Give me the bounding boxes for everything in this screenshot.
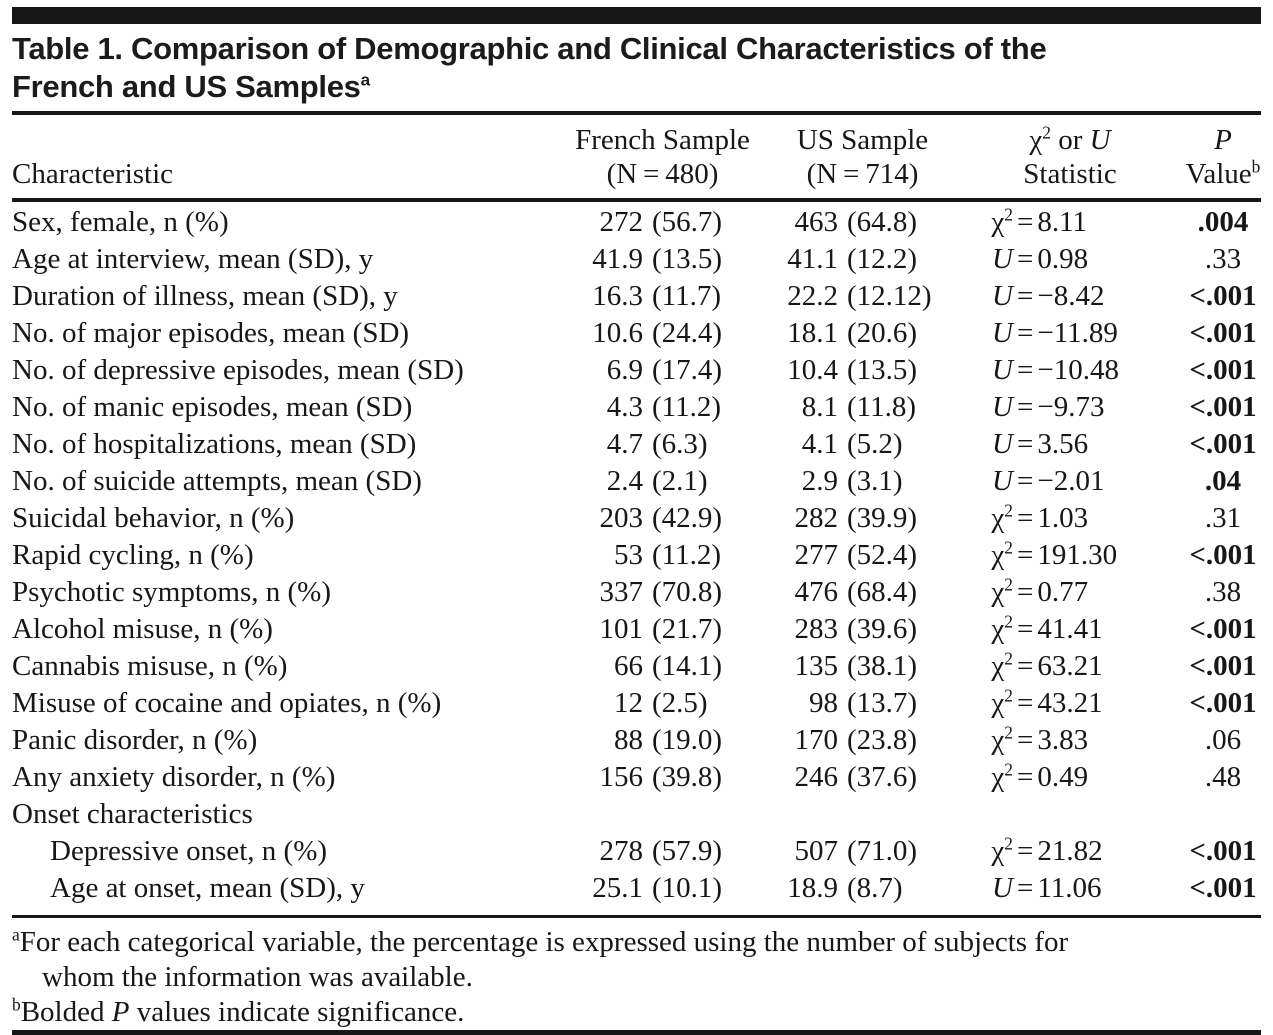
equals-sign: = (1017, 872, 1034, 904)
statistic-value: 191.30 (1037, 539, 1118, 571)
p-value-header-line2: Value$^b$ (1185, 156, 1261, 190)
us-value-cell-number: 4.1 (801, 428, 838, 460)
table-row (12, 722, 1261, 759)
chi-square-exponent: 2 (1004, 759, 1013, 780)
statistic-value: 0.49 (1037, 761, 1089, 793)
french-value-cell (555, 204, 770, 241)
column-header-characteristic: Characteristic (12, 158, 174, 190)
statistic-cell (955, 315, 1185, 352)
table-row (12, 241, 1261, 278)
equals-sign: = (1017, 280, 1034, 312)
characteristic-cell: Onset characteristics (12, 798, 253, 830)
statistic-cell (955, 204, 1185, 241)
p-value-cell: .48 (1204, 761, 1242, 793)
table-row (12, 870, 1261, 907)
statistic-cell (955, 574, 1185, 611)
french-value-cell (555, 426, 770, 463)
characteristic-cell: Suicidal behavior, n (%) (12, 502, 295, 534)
statistic-value: 0.98 (1037, 243, 1089, 275)
us-value-cell-number: 476 (794, 576, 838, 608)
characteristic-cell: Cannabis misuse, n (%) (12, 650, 288, 682)
us-value-cell (770, 426, 955, 463)
us-value-cell-parenthetical: (23.8) (847, 724, 918, 756)
us-value-cell (770, 500, 955, 537)
french-value-cell-number: 88 (614, 724, 643, 756)
us-value-cell (770, 611, 955, 648)
table-row (12, 537, 1261, 574)
statistic-cell (955, 611, 1185, 648)
p-value-cell: <.001 (1189, 354, 1257, 386)
french-value-cell-number: 272 (599, 206, 643, 238)
p-value-cell: <.001 (1189, 391, 1257, 423)
us-value-cell (770, 759, 955, 796)
us-value-cell-parenthetical: (12.12) (847, 280, 932, 312)
chi-square-exponent: 2 (1004, 204, 1013, 225)
french-value-cell-parenthetical: (42.9) (652, 502, 723, 534)
us-value-cell (770, 204, 955, 241)
p-value-cell: .004 (1197, 206, 1249, 238)
table-header-row (12, 115, 1261, 198)
french-value-cell (555, 833, 770, 870)
french-value-cell-number: 156 (599, 761, 643, 793)
u-symbol (983, 352, 1013, 389)
table-row (12, 648, 1261, 685)
french-value-cell-number: 278 (599, 835, 643, 867)
french-value-cell-number: 12 (614, 687, 643, 719)
us-value-cell-parenthetical: (68.4) (847, 576, 918, 608)
statistic-value: 3.83 (1037, 724, 1089, 756)
french-value-cell-parenthetical: (14.1) (652, 650, 723, 682)
us-value-cell-number: 2.9 (801, 465, 838, 497)
statistic-cell (955, 389, 1185, 426)
statistic-cell (955, 870, 1185, 907)
statistic-cell (955, 241, 1185, 278)
us-value-cell-parenthetical: (13.5) (847, 354, 918, 386)
characteristic-cell: No. of hospitalizations, mean (SD) (12, 428, 417, 460)
us-value-cell-number: 170 (794, 724, 838, 756)
us-value-cell (770, 648, 955, 685)
us-value-cell-parenthetical: (52.4) (847, 539, 918, 571)
statistic-value: 0.77 (1037, 576, 1089, 608)
us-value-cell-parenthetical: (8.7) (847, 872, 903, 904)
us-value-cell (770, 389, 955, 426)
table-row (12, 426, 1261, 463)
equals-sign: = (1017, 206, 1034, 238)
chi-square-symbol: $\chi^2$ (991, 685, 1013, 719)
characteristic-cell: Psychotic symptoms, n (%) (12, 576, 331, 608)
us-value-cell-number: 507 (794, 835, 838, 867)
french-value-cell-parenthetical: (11.2) (652, 391, 721, 423)
p-value-cell: <.001 (1189, 835, 1257, 867)
equals-sign: = (1017, 428, 1034, 460)
statistic-header-line1: $\chi^2$ or U (1029, 122, 1111, 156)
table-title (12, 30, 1261, 106)
french-value-cell-parenthetical: (11.7) (652, 280, 721, 312)
french-value-cell-parenthetical: (2.5) (652, 687, 708, 719)
french-sample-header-line1: French Sample (575, 124, 750, 156)
statistic-value: 3.56 (1037, 428, 1089, 460)
footnote-marker-b: b (12, 994, 21, 1015)
statistic-header-line2: Statistic (1023, 158, 1117, 190)
chi-square-exponent: 2 (1004, 574, 1013, 595)
p-value-cell: <.001 (1189, 687, 1257, 719)
statistic-value: 11.06 (1037, 872, 1102, 904)
french-value-cell-number: 53 (614, 539, 643, 571)
french-value-cell-parenthetical: (56.7) (652, 206, 723, 238)
statistic-value: 21.82 (1037, 835, 1103, 867)
column-header-statistic (955, 123, 1185, 191)
us-value-cell-number: 98 (809, 687, 838, 719)
characteristic-cell: No. of major episodes, mean (SD) (12, 317, 410, 349)
us-value-cell (770, 241, 955, 278)
p-value-cell: .06 (1204, 724, 1242, 756)
table-row (12, 833, 1261, 870)
us-value-cell (770, 574, 955, 611)
french-value-cell (555, 500, 770, 537)
us-value-cell-number: 246 (794, 761, 838, 793)
table-row (12, 315, 1261, 352)
statistic-cell (955, 463, 1185, 500)
u-symbol (983, 426, 1013, 463)
characteristic-cell: Age at onset, mean (SD), y (50, 872, 365, 904)
table-row (12, 389, 1261, 426)
p-value-cell: .31 (1204, 502, 1242, 534)
french-value-cell (555, 463, 770, 500)
statistic-value: 8.11 (1037, 206, 1088, 238)
french-value-cell-number: 66 (614, 650, 643, 682)
u-symbol-italic: U (992, 391, 1013, 423)
french-value-cell-parenthetical: (70.8) (652, 576, 723, 608)
u-symbol-italic: U (992, 354, 1013, 386)
us-value-cell (770, 463, 955, 500)
us-value-cell-parenthetical: (5.2) (847, 428, 903, 460)
us-value-cell (770, 278, 955, 315)
u-symbol-italic: U (992, 280, 1013, 312)
us-value-cell-number: 41.1 (787, 243, 838, 275)
french-value-cell (555, 722, 770, 759)
characteristic-cell: Sex, female, n (%) (12, 206, 229, 238)
table-title-superscript: a (360, 70, 370, 90)
table-row (12, 204, 1261, 241)
characteristic-cell: No. of manic episodes, mean (SD) (12, 391, 413, 423)
equals-sign: = (1017, 502, 1034, 534)
statistic-value: 43.21 (1037, 687, 1103, 719)
us-sample-header-line2: (N = 714) (806, 158, 919, 190)
us-value-cell-number: 18.9 (787, 872, 838, 904)
us-value-cell-number: 282 (794, 502, 838, 534)
french-value-cell (555, 685, 770, 722)
chi-square-symbol: $\chi^2$ (991, 204, 1013, 238)
footnote-b: $^b$Bolded P values indicate significance. (12, 994, 465, 1028)
french-value-cell (555, 648, 770, 685)
equals-sign: = (1017, 243, 1034, 275)
french-value-cell (555, 278, 770, 315)
table-row (12, 685, 1261, 722)
french-value-cell-number: 203 (599, 502, 643, 534)
table-row (12, 278, 1261, 315)
french-value-cell (555, 611, 770, 648)
french-value-cell-parenthetical: (17.4) (652, 354, 723, 386)
us-value-cell-parenthetical: (20.6) (847, 317, 918, 349)
statistic-value: −11.89 (1037, 317, 1118, 349)
table-row (12, 574, 1261, 611)
us-value-cell-parenthetical: (3.1) (847, 465, 903, 497)
us-value-cell-number: 10.4 (787, 354, 838, 386)
chi-square-exponent: 2 (1004, 500, 1013, 521)
us-value-cell-parenthetical: (39.6) (847, 613, 918, 645)
us-value-cell-parenthetical: (13.7) (847, 687, 918, 719)
equals-sign: = (1017, 539, 1034, 571)
table-title-line2: French and US Samples (12, 69, 361, 104)
section-header-row (12, 796, 1261, 833)
u-symbol-italic: U (992, 465, 1013, 497)
french-value-cell-parenthetical: (57.9) (652, 835, 723, 867)
p-value-cell: <.001 (1189, 650, 1257, 682)
chi-square-exponent: 2 (1004, 611, 1013, 632)
chi-square-exponent: 2 (1004, 722, 1013, 743)
french-value-cell-parenthetical: (11.2) (652, 539, 721, 571)
column-header-french-sample (555, 123, 770, 191)
us-value-cell-parenthetical: (71.0) (847, 835, 918, 867)
chi-square-symbol: $\chi^2$ (991, 648, 1013, 682)
us-value-cell (770, 722, 955, 759)
p-value-cell: <.001 (1189, 539, 1257, 571)
characteristic-cell: Any anxiety disorder, n (%) (12, 761, 336, 793)
chi-square-exponent: 2 (1004, 685, 1013, 706)
u-symbol-italic: U (992, 243, 1013, 275)
statistic-cell (955, 833, 1185, 870)
us-value-cell (770, 315, 955, 352)
p-value-cell: .33 (1204, 243, 1242, 275)
chi-square-symbol: $\chi^2$ (991, 537, 1013, 571)
p-value-cell: <.001 (1189, 317, 1257, 349)
french-value-cell-number: 337 (599, 576, 643, 608)
us-value-cell-number: 463 (794, 206, 838, 238)
characteristic-cell: Panic disorder, n (%) (12, 724, 258, 756)
p-value-cell: .04 (1204, 465, 1242, 497)
characteristic-cell: Duration of illness, mean (SD), y (12, 280, 398, 312)
statistic-value: 41.41 (1037, 613, 1103, 645)
statistic-value: −2.01 (1037, 465, 1105, 497)
statistic-cell (955, 648, 1185, 685)
statistic-value: −8.42 (1037, 280, 1105, 312)
p-value-header-line1: P (1214, 124, 1232, 156)
u-symbol (983, 241, 1013, 278)
characteristic-cell: No. of suicide attempts, mean (SD) (12, 465, 422, 497)
french-value-cell (555, 574, 770, 611)
french-sample-header-line2: (N = 480) (606, 158, 719, 190)
characteristic-cell: Alcohol misuse, n (%) (12, 613, 273, 645)
footnotes (12, 918, 1261, 1030)
statistic-value: −10.48 (1037, 354, 1119, 386)
characteristic-cell: No. of depressive episodes, mean (SD) (12, 354, 464, 386)
french-value-cell-number: 4.3 (606, 391, 643, 423)
chi-square-exponent: 2 (1004, 537, 1013, 558)
table-row (12, 611, 1261, 648)
french-value-cell-parenthetical: (19.0) (652, 724, 723, 756)
characteristic-cell: Rapid cycling, n (%) (12, 539, 254, 571)
us-value-cell-number: 22.2 (787, 280, 838, 312)
table-row (12, 463, 1261, 500)
u-symbol-italic: U (992, 428, 1013, 460)
french-value-cell-number: 6.9 (606, 354, 643, 386)
french-value-cell-parenthetical: (6.3) (652, 428, 708, 460)
equals-sign: = (1017, 391, 1034, 423)
characteristic-cell: Depressive onset, n (%) (50, 835, 328, 867)
equals-sign: = (1017, 687, 1034, 719)
us-value-cell-parenthetical: (11.8) (847, 391, 916, 423)
chi-square-symbol: $\chi^2$ (991, 574, 1013, 608)
chi-square-symbol: $\chi^2$ (991, 611, 1013, 645)
french-value-cell (555, 537, 770, 574)
equals-sign: = (1017, 576, 1034, 608)
table-row (12, 500, 1261, 537)
statistic-cell (955, 500, 1185, 537)
table-top-border (12, 7, 1261, 24)
footnote-marker-a: a (12, 924, 20, 945)
us-value-cell-number: 277 (794, 539, 838, 571)
us-value-cell-number: 283 (794, 613, 838, 645)
french-value-cell (555, 315, 770, 352)
french-value-cell-parenthetical: (13.5) (652, 243, 723, 275)
statistic-cell (955, 685, 1185, 722)
footnote-a-continued: whom the information was available. (42, 961, 473, 993)
french-value-cell-number: 16.3 (592, 280, 643, 312)
french-value-cell (555, 389, 770, 426)
french-value-cell (555, 759, 770, 796)
equals-sign: = (1017, 613, 1034, 645)
u-symbol (983, 389, 1013, 426)
characteristic-cell: Misuse of cocaine and opiates, n (%) (12, 687, 442, 719)
equals-sign: = (1017, 761, 1034, 793)
statistic-cell (955, 722, 1185, 759)
chi-square-symbol: $\chi^2$ (991, 833, 1013, 867)
us-value-cell-number: 18.1 (787, 317, 838, 349)
french-value-cell (555, 870, 770, 907)
equals-sign: = (1017, 724, 1034, 756)
french-value-cell-parenthetical: (10.1) (652, 872, 723, 904)
french-value-cell-number: 25.1 (592, 872, 643, 904)
p-value-cell: .38 (1204, 576, 1242, 608)
u-symbol (983, 870, 1013, 907)
statistic-cell (955, 278, 1185, 315)
us-value-cell-parenthetical: (38.1) (847, 650, 918, 682)
us-value-cell (770, 685, 955, 722)
statistic-value: 63.21 (1037, 650, 1103, 682)
table-body (12, 202, 1261, 915)
french-value-cell-number: 2.4 (606, 465, 643, 497)
table-row (12, 759, 1261, 796)
us-value-cell-parenthetical: (64.8) (847, 206, 918, 238)
french-value-cell-parenthetical: (39.8) (652, 761, 723, 793)
french-value-cell-number: 4.7 (606, 428, 643, 460)
chi-square-symbol: $\chi^2$ (991, 759, 1013, 793)
u-symbol (983, 278, 1013, 315)
u-symbol (983, 463, 1013, 500)
footnote-a: $^a$For each categorical variable, the percentage is expressed using the number of subjects for (12, 924, 1069, 958)
french-value-cell-number: 10.6 (592, 317, 643, 349)
us-value-cell-number: 135 (794, 650, 838, 682)
table-bottom-border (12, 1030, 1261, 1035)
french-value-cell-parenthetical: (24.4) (652, 317, 723, 349)
statistic-cell (955, 352, 1185, 389)
p-value-cell: <.001 (1189, 428, 1257, 460)
p-value-cell: <.001 (1189, 280, 1257, 312)
french-value-cell-number: 41.9 (592, 243, 643, 275)
statistic-value: −9.73 (1037, 391, 1105, 423)
characteristic-cell: Age at interview, mean (SD), y (12, 243, 374, 275)
equals-sign: = (1017, 650, 1034, 682)
u-symbol-italic: U (992, 872, 1013, 904)
column-header-us-sample (770, 123, 955, 191)
french-value-cell-parenthetical: (2.1) (652, 465, 708, 497)
table-title-line1: Table 1. Comparison of Demographic and Clinical Characteristics of the (12, 31, 1047, 66)
statistic-cell (955, 426, 1185, 463)
us-value-cell (770, 537, 955, 574)
chi-square-symbol: $\chi^2$ (991, 722, 1013, 756)
us-value-cell (770, 352, 955, 389)
french-value-cell (555, 241, 770, 278)
statistic-cell (955, 759, 1185, 796)
chi-square-exponent: 2 (1004, 648, 1013, 669)
us-value-cell-parenthetical: (37.6) (847, 761, 918, 793)
chi-square-exponent: 2 (1004, 833, 1013, 854)
us-value-cell (770, 870, 955, 907)
statistic-cell (955, 537, 1185, 574)
column-header-p-value (1185, 123, 1261, 191)
chi-square-symbol: $\chi^2$ (991, 500, 1013, 534)
statistic-value: 1.03 (1037, 502, 1089, 534)
french-value-cell-parenthetical: (21.7) (652, 613, 723, 645)
equals-sign: = (1017, 354, 1034, 386)
french-value-cell-number: 101 (599, 613, 643, 645)
us-value-cell (770, 833, 955, 870)
us-value-cell-parenthetical: (39.9) (847, 502, 918, 534)
footnote-italic-term: P (111, 996, 130, 1028)
us-value-cell-parenthetical: (12.2) (847, 243, 918, 275)
us-value-cell-number: 8.1 (801, 391, 838, 423)
equals-sign: = (1017, 465, 1034, 497)
table-row (12, 352, 1261, 389)
us-sample-header-line1: US Sample (796, 124, 929, 156)
u-symbol-italic: U (992, 317, 1013, 349)
u-symbol (983, 315, 1013, 352)
equals-sign: = (1017, 317, 1034, 349)
p-value-cell: <.001 (1189, 613, 1257, 645)
equals-sign: = (1017, 835, 1034, 867)
p-value-cell: <.001 (1189, 872, 1257, 904)
french-value-cell (555, 352, 770, 389)
